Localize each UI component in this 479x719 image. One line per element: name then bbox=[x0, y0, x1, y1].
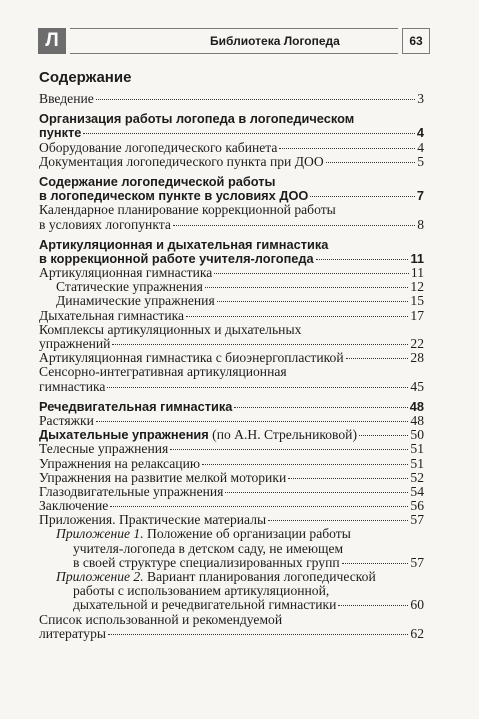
toc-page-number: 5 bbox=[417, 153, 424, 169]
dot-leader bbox=[342, 563, 409, 564]
toc-entry[interactable] bbox=[39, 400, 424, 414]
toc-line bbox=[39, 542, 424, 556]
series-logo: Л bbox=[38, 28, 66, 54]
toc-line bbox=[39, 428, 424, 442]
toc-line bbox=[39, 126, 424, 140]
dot-leader bbox=[359, 435, 408, 436]
toc-text bbox=[39, 351, 344, 365]
toc-entry[interactable] bbox=[39, 266, 424, 280]
toc-page-number: 4 bbox=[416, 125, 424, 141]
toc-title-text: Список использованной и рекомендуемой bbox=[39, 611, 283, 627]
toc-title-text: Телесные упражнения bbox=[39, 441, 169, 457]
toc-line bbox=[39, 337, 424, 351]
dot-leader bbox=[173, 225, 415, 226]
toc-page-number: 51 bbox=[410, 441, 424, 457]
toc-entry[interactable] bbox=[39, 527, 424, 541]
toc-title-text: Оборудование логопедического кабинета bbox=[39, 139, 278, 155]
toc-line bbox=[39, 627, 424, 641]
toc-text bbox=[39, 323, 301, 337]
toc-text bbox=[39, 457, 200, 471]
toc-title-text: Организация работы логопеда в логопедическом bbox=[39, 111, 355, 127]
toc-title-text: гимнастика bbox=[39, 378, 106, 394]
toc-page-number: 45 bbox=[410, 378, 424, 394]
toc-page-number: 50 bbox=[410, 427, 424, 443]
toc-title-text: Положение об организации работы bbox=[143, 526, 351, 542]
toc-entry[interactable] bbox=[39, 294, 424, 308]
toc-title-text: в своей структуре специализированных групп bbox=[73, 554, 340, 570]
toc-line bbox=[39, 280, 424, 294]
toc-entry[interactable] bbox=[39, 280, 424, 294]
toc-page-number: 56 bbox=[410, 498, 424, 514]
toc-text bbox=[73, 598, 336, 612]
toc-entry[interactable] bbox=[39, 351, 424, 365]
toc-title-text: Содержание логопедической работы bbox=[39, 173, 276, 189]
toc-entry[interactable] bbox=[39, 570, 424, 584]
toc-entry[interactable] bbox=[39, 414, 424, 428]
toc-bold-text: Дыхательные упражнения bbox=[39, 427, 209, 443]
toc-title-text: Вариант планирования логопедической bbox=[143, 569, 376, 584]
toc-page-number: 8 bbox=[417, 216, 424, 232]
toc-title-text: Артикуляционная гимнастика bbox=[39, 265, 213, 281]
toc-page-number: 3 bbox=[417, 91, 424, 106]
toc-text bbox=[39, 309, 184, 323]
toc-text bbox=[39, 238, 328, 252]
dot-leader bbox=[279, 148, 415, 149]
toc-title-text: дыхательной и речедвигательной гимнастики bbox=[73, 597, 337, 613]
toc-line bbox=[39, 238, 424, 252]
toc-page-number: 4 bbox=[417, 139, 424, 155]
toc-page-number: 48 bbox=[410, 412, 424, 428]
toc-title-text: Дыхательная гимнастика bbox=[39, 307, 185, 323]
toc-text bbox=[39, 266, 212, 280]
dot-leader bbox=[83, 133, 415, 134]
toc-title-text: Глазодвигательные упражнения bbox=[39, 483, 224, 499]
toc-title-text: в коррекционной работе учителя-логопеда bbox=[39, 250, 314, 266]
toc-entry[interactable] bbox=[39, 485, 424, 499]
toc-entry[interactable] bbox=[39, 457, 424, 471]
dot-leader bbox=[217, 301, 409, 302]
toc-text bbox=[73, 542, 343, 556]
toc-line bbox=[39, 485, 424, 499]
appendix-label: Приложение 1. bbox=[56, 526, 144, 542]
dot-leader bbox=[186, 316, 408, 317]
toc-page-number: 11 bbox=[410, 265, 424, 281]
dot-leader bbox=[96, 99, 415, 100]
dot-leader bbox=[234, 407, 407, 408]
contents-heading: Содержание bbox=[39, 69, 132, 86]
toc-text bbox=[39, 126, 81, 140]
toc-page-number: 51 bbox=[410, 455, 424, 471]
toc-title-text: работы с использованием артикуляционной, bbox=[73, 583, 330, 599]
toc-line bbox=[39, 203, 424, 217]
toc-line bbox=[39, 380, 424, 394]
toc-entry[interactable] bbox=[39, 499, 424, 513]
toc-page-number: 57 bbox=[410, 512, 424, 528]
toc-line bbox=[39, 400, 424, 414]
toc-title-text: Документация логопедического пункта при ДОО bbox=[39, 153, 324, 169]
toc-entry[interactable] bbox=[39, 365, 424, 393]
toc-title-text: Динамические упражнения bbox=[56, 293, 215, 309]
toc-entry[interactable] bbox=[39, 141, 424, 155]
toc-text bbox=[39, 203, 336, 217]
toc-line bbox=[39, 309, 424, 323]
toc-text bbox=[56, 570, 376, 584]
toc-page-number: 57 bbox=[410, 554, 424, 570]
toc-text bbox=[39, 613, 282, 627]
toc-text bbox=[39, 218, 171, 232]
dot-leader bbox=[338, 605, 408, 606]
toc-title-text: Артикуляционная и дыхательная гимнастика bbox=[39, 236, 329, 252]
toc-title-text: Статические упражнения bbox=[56, 279, 203, 295]
toc-text bbox=[39, 189, 308, 203]
toc-page-number: 7 bbox=[416, 188, 424, 204]
dot-leader bbox=[268, 520, 408, 521]
toc-entry[interactable] bbox=[39, 428, 424, 442]
toc-text bbox=[39, 471, 286, 485]
toc-text bbox=[39, 513, 266, 527]
toc-suffix-text: (по А.Н. Стрельниковой) bbox=[208, 427, 357, 443]
toc-page-number: 17 bbox=[410, 307, 424, 323]
toc-text bbox=[39, 365, 287, 379]
toc-entry[interactable] bbox=[39, 92, 424, 106]
toc-entry[interactable] bbox=[39, 613, 424, 641]
dot-leader bbox=[205, 287, 409, 288]
toc-text bbox=[39, 414, 94, 428]
toc-page-number: 48 bbox=[409, 398, 424, 414]
toc-line bbox=[39, 218, 424, 232]
toc-line bbox=[39, 513, 424, 527]
dot-leader bbox=[108, 634, 408, 635]
toc-text bbox=[39, 155, 324, 169]
toc-page-number: 54 bbox=[410, 483, 424, 499]
toc-line bbox=[39, 155, 424, 169]
appendix-label: Приложение 2. bbox=[56, 569, 144, 584]
toc-line bbox=[39, 471, 424, 485]
toc-line bbox=[39, 442, 424, 456]
toc-text bbox=[73, 584, 329, 598]
toc-title-text: Речедвигательная гимнастика bbox=[39, 398, 233, 414]
toc-title-text: Комплексы артикуляционных и дыхательных bbox=[39, 321, 302, 337]
toc-text bbox=[39, 92, 94, 106]
toc-entry[interactable] bbox=[39, 584, 424, 612]
toc-text bbox=[39, 400, 232, 414]
toc-text bbox=[39, 175, 276, 189]
toc-title-text: Упражнения на развитие мелкой моторики bbox=[39, 469, 287, 485]
toc-line bbox=[39, 556, 424, 570]
dot-leader bbox=[326, 162, 416, 163]
toc-text bbox=[39, 141, 277, 155]
toc-title-text: в условиях логопункта bbox=[39, 216, 171, 232]
toc-line bbox=[39, 584, 424, 598]
toc-text bbox=[39, 499, 108, 513]
toc-entry[interactable] bbox=[39, 471, 424, 485]
toc-entry[interactable] bbox=[39, 203, 424, 231]
dot-leader bbox=[96, 421, 408, 422]
toc-title-text: в логопедическом пункте в условиях ДОО bbox=[39, 188, 309, 204]
dot-leader bbox=[214, 273, 409, 274]
toc-text bbox=[39, 337, 110, 351]
toc-entry[interactable] bbox=[39, 513, 424, 527]
dot-leader bbox=[310, 196, 415, 197]
toc-line bbox=[39, 189, 424, 203]
toc-text bbox=[39, 112, 354, 126]
toc-line bbox=[39, 527, 424, 541]
running-header bbox=[38, 28, 430, 54]
toc-text bbox=[39, 428, 357, 442]
toc-title-text: Упражнения на релаксацию bbox=[39, 455, 200, 471]
toc-line bbox=[39, 598, 424, 612]
toc-page-number: 12 bbox=[410, 279, 424, 295]
toc-entry[interactable] bbox=[39, 155, 424, 169]
series-title: Библиотека Логопеда bbox=[70, 28, 398, 54]
toc-entry[interactable] bbox=[39, 542, 424, 570]
toc-title-text: Приложения. Практические материалы bbox=[39, 512, 267, 528]
toc-title-text: Календарное планирование коррекционной работы bbox=[39, 202, 336, 218]
toc-entry[interactable] bbox=[39, 175, 424, 203]
dot-leader bbox=[346, 358, 409, 359]
dot-leader bbox=[225, 492, 408, 493]
toc-title-text: пункте bbox=[39, 125, 82, 141]
toc-title-text: Растяжки bbox=[39, 412, 94, 428]
toc-text bbox=[56, 527, 351, 541]
toc-line bbox=[39, 252, 424, 266]
toc-title-text: учителя-логопеда в детском саду, не имеющем bbox=[73, 540, 344, 556]
toc-entry[interactable] bbox=[39, 442, 424, 456]
toc-line bbox=[39, 414, 424, 428]
toc-title-text: упражнений bbox=[39, 336, 111, 351]
toc-text bbox=[56, 294, 215, 308]
toc-entry[interactable] bbox=[39, 238, 424, 266]
dot-leader bbox=[112, 344, 408, 345]
toc-line bbox=[39, 175, 424, 189]
toc-text bbox=[56, 280, 203, 294]
toc-line bbox=[39, 141, 424, 155]
toc-page-number: 60 bbox=[410, 597, 424, 613]
toc-line bbox=[39, 499, 424, 513]
table-of-contents bbox=[39, 92, 424, 641]
toc-line bbox=[39, 266, 424, 280]
toc-page-number: 22 bbox=[410, 336, 424, 351]
toc-title-text: Введение bbox=[39, 91, 94, 106]
toc-title-text: Заключение bbox=[39, 498, 109, 514]
dot-leader bbox=[316, 259, 409, 260]
toc-title-text: литературы bbox=[39, 625, 106, 641]
toc-title-text: Сенсорно-интегративная артикуляционная bbox=[39, 364, 287, 380]
toc-page-number: 28 bbox=[410, 350, 424, 366]
toc-line bbox=[39, 613, 424, 627]
toc-page-number: 62 bbox=[410, 625, 424, 641]
toc-page-number: 52 bbox=[410, 469, 424, 485]
toc-text bbox=[39, 442, 168, 456]
toc-line bbox=[39, 351, 424, 365]
toc-entry[interactable] bbox=[39, 323, 424, 351]
toc-text bbox=[39, 380, 105, 394]
toc-line bbox=[39, 570, 424, 584]
toc-text bbox=[39, 627, 106, 641]
toc-line bbox=[39, 294, 424, 308]
toc-line bbox=[39, 365, 424, 379]
dot-leader bbox=[170, 449, 408, 450]
toc-entry[interactable] bbox=[39, 112, 424, 140]
toc-title-text: Артикуляционная гимнастика с биоэнергопластикой bbox=[39, 350, 344, 366]
dot-leader bbox=[107, 387, 408, 388]
dot-leader bbox=[202, 464, 408, 465]
toc-line bbox=[39, 457, 424, 471]
toc-entry[interactable] bbox=[39, 309, 424, 323]
toc-line bbox=[39, 323, 424, 337]
toc-line bbox=[39, 92, 424, 106]
dot-leader bbox=[288, 478, 408, 479]
toc-page-number: 11 bbox=[410, 250, 424, 266]
dot-leader bbox=[110, 506, 408, 507]
page-number: 63 bbox=[402, 28, 430, 54]
toc-page-number: 15 bbox=[410, 293, 424, 309]
toc-text bbox=[39, 252, 314, 266]
toc-text bbox=[39, 485, 223, 499]
toc-line bbox=[39, 112, 424, 126]
toc-text bbox=[73, 556, 340, 570]
